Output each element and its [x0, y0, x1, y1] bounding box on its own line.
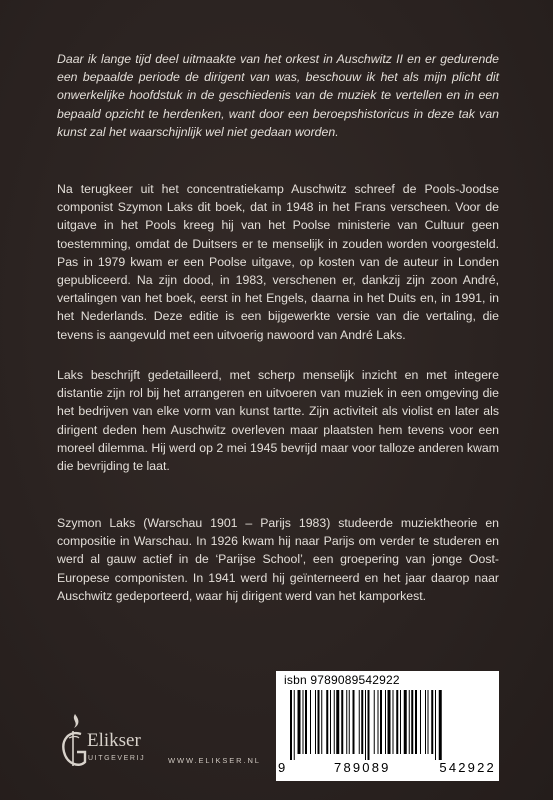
barcode-bar — [298, 690, 301, 754]
barcode-digits — [278, 760, 496, 775]
barcode-bar — [420, 690, 421, 754]
barcode-bar — [393, 690, 394, 754]
paragraph-text: Laks beschrijft gedetailleerd, met scherp menselijk inzicht en met integere distantie zijn rol bij het arrangeren en uitvoeren van muziek in een omgeving die het bedrijven van elke vorm van kunst tartte. Zijn activiteit als violist en later als dirigent deden hem Auschwitz overleven maar plaatsten hem tevens voor een moreel dilemma. Hij werd op 2 mei 1945 bevrijd maar voor talloze anderen kwam die bevrijding te laat. — [57, 368, 499, 474]
barcode-bar — [349, 690, 350, 754]
quote-text: Daar ik lange tijd deel uitmaakte van het orkest in Auschwitz II en er gedurende een bepaalde periode de dirigent van was, beschouw ik het als mijn plicht dit onwerkelijke hoofdstuk in de geschiedenis van de muziek te vertellen en in een bepaald opzicht te herdenken, want door een beroepshistoricus in deze tak van kunst zal het waarschijnlijk wel niet gedaan worden. — [57, 52, 499, 139]
barcode-bar — [439, 690, 442, 760]
barcode-digit-lead: 9 — [278, 760, 286, 775]
barcode-bar — [330, 690, 331, 754]
barcode-bar — [368, 690, 370, 760]
barcode-bar — [326, 690, 328, 754]
paragraph-text: Szymon Laks (Warschau 1901 – Parijs 1983) studeerde muziektheorie en compositie in Warschau. In 1926 kwam hij naar Parijs om verder te studeren en werd al gauw actief in de ‘Parijse School’, een groepering van jonge Oost-Europese componisten. In 1941 werd hij geïnterneerd en het jaar daarop naar Auschwitz gedeporteerd, waar hij dirigent werd van het kamporkest. — [57, 516, 499, 603]
barcode-bar — [353, 690, 355, 754]
paragraph-text: Na terugkeer uit het concentratiekamp Auschwitz schreef de Pools-Joodse componist Szymon Laks dit boek, dat in 1948 in het Frans verscheen. Voor de uitgave in het Pools kreeg hij van het Poolse ministerie van Cultuur geen toestemming, omdat de Duitsers er te menselijk in zouden worden voorgesteld. Pas in 1979 kwam er een Poolse uitgave, op kosten van de auteur in Londen gepubliceerd. Na zijn dood, in 1983, verschenen er, dankzij zijn zoon André, vertalingen van het boek, eerst in het Engels, daarna in het Duits en, in 1991, in het Nederlands. Deze editie is een bijgewerkte versie van die vertaling, die tevens is aangevuld met een uitvoerig nawoord van André Laks. — [57, 182, 499, 342]
barcode-bar — [400, 690, 401, 754]
barcode-icon — [290, 690, 486, 760]
barcode-bar — [404, 690, 407, 754]
barcode-digit-group-left: 789089 — [334, 760, 391, 775]
barcode-bar — [359, 690, 360, 754]
barcode-bar — [336, 690, 339, 754]
barcode-bar — [415, 690, 417, 754]
barcode-bar — [385, 690, 386, 754]
barcode-bar — [380, 690, 382, 754]
publisher-subtitle: UITGEVERIJ — [88, 755, 146, 762]
barcode-bar — [365, 690, 366, 760]
barcode-bar — [428, 690, 429, 754]
barcode-bar — [361, 690, 363, 754]
barcode-bar — [303, 690, 304, 754]
barcode-bar — [388, 690, 391, 754]
barcode-bar — [346, 690, 347, 754]
barcode-bar — [431, 690, 433, 754]
author-bio-paragraph — [57, 514, 499, 605]
barcode-bar — [396, 690, 398, 754]
barcode-bar — [409, 690, 410, 754]
barcode-bar — [318, 690, 320, 754]
description-paragraph-1 — [57, 180, 499, 344]
barcode-bar — [305, 690, 307, 754]
barcode-bar — [315, 690, 316, 754]
isbn-label: isbn 9789089542922 — [284, 673, 400, 687]
barcode-bar — [334, 690, 335, 754]
barcode-bar — [341, 690, 343, 754]
barcode-bar — [411, 690, 413, 754]
barcode-bar — [310, 690, 311, 754]
description-paragraph-2 — [57, 366, 499, 475]
author-quote — [57, 50, 499, 141]
barcode-area — [276, 671, 499, 781]
barcode-bar — [425, 690, 426, 754]
publisher-website: WWW.ELIKSER.NL — [168, 756, 261, 765]
barcode-bar — [290, 690, 292, 760]
barcode-bar — [374, 690, 375, 754]
barcode-bar — [321, 690, 322, 754]
barcode-bar — [294, 690, 295, 760]
publisher-name: Elikser — [87, 730, 141, 751]
barcode-digit-group-right: 542922 — [439, 760, 496, 775]
barcode-bar — [378, 690, 379, 754]
barcode-bar — [435, 690, 436, 760]
